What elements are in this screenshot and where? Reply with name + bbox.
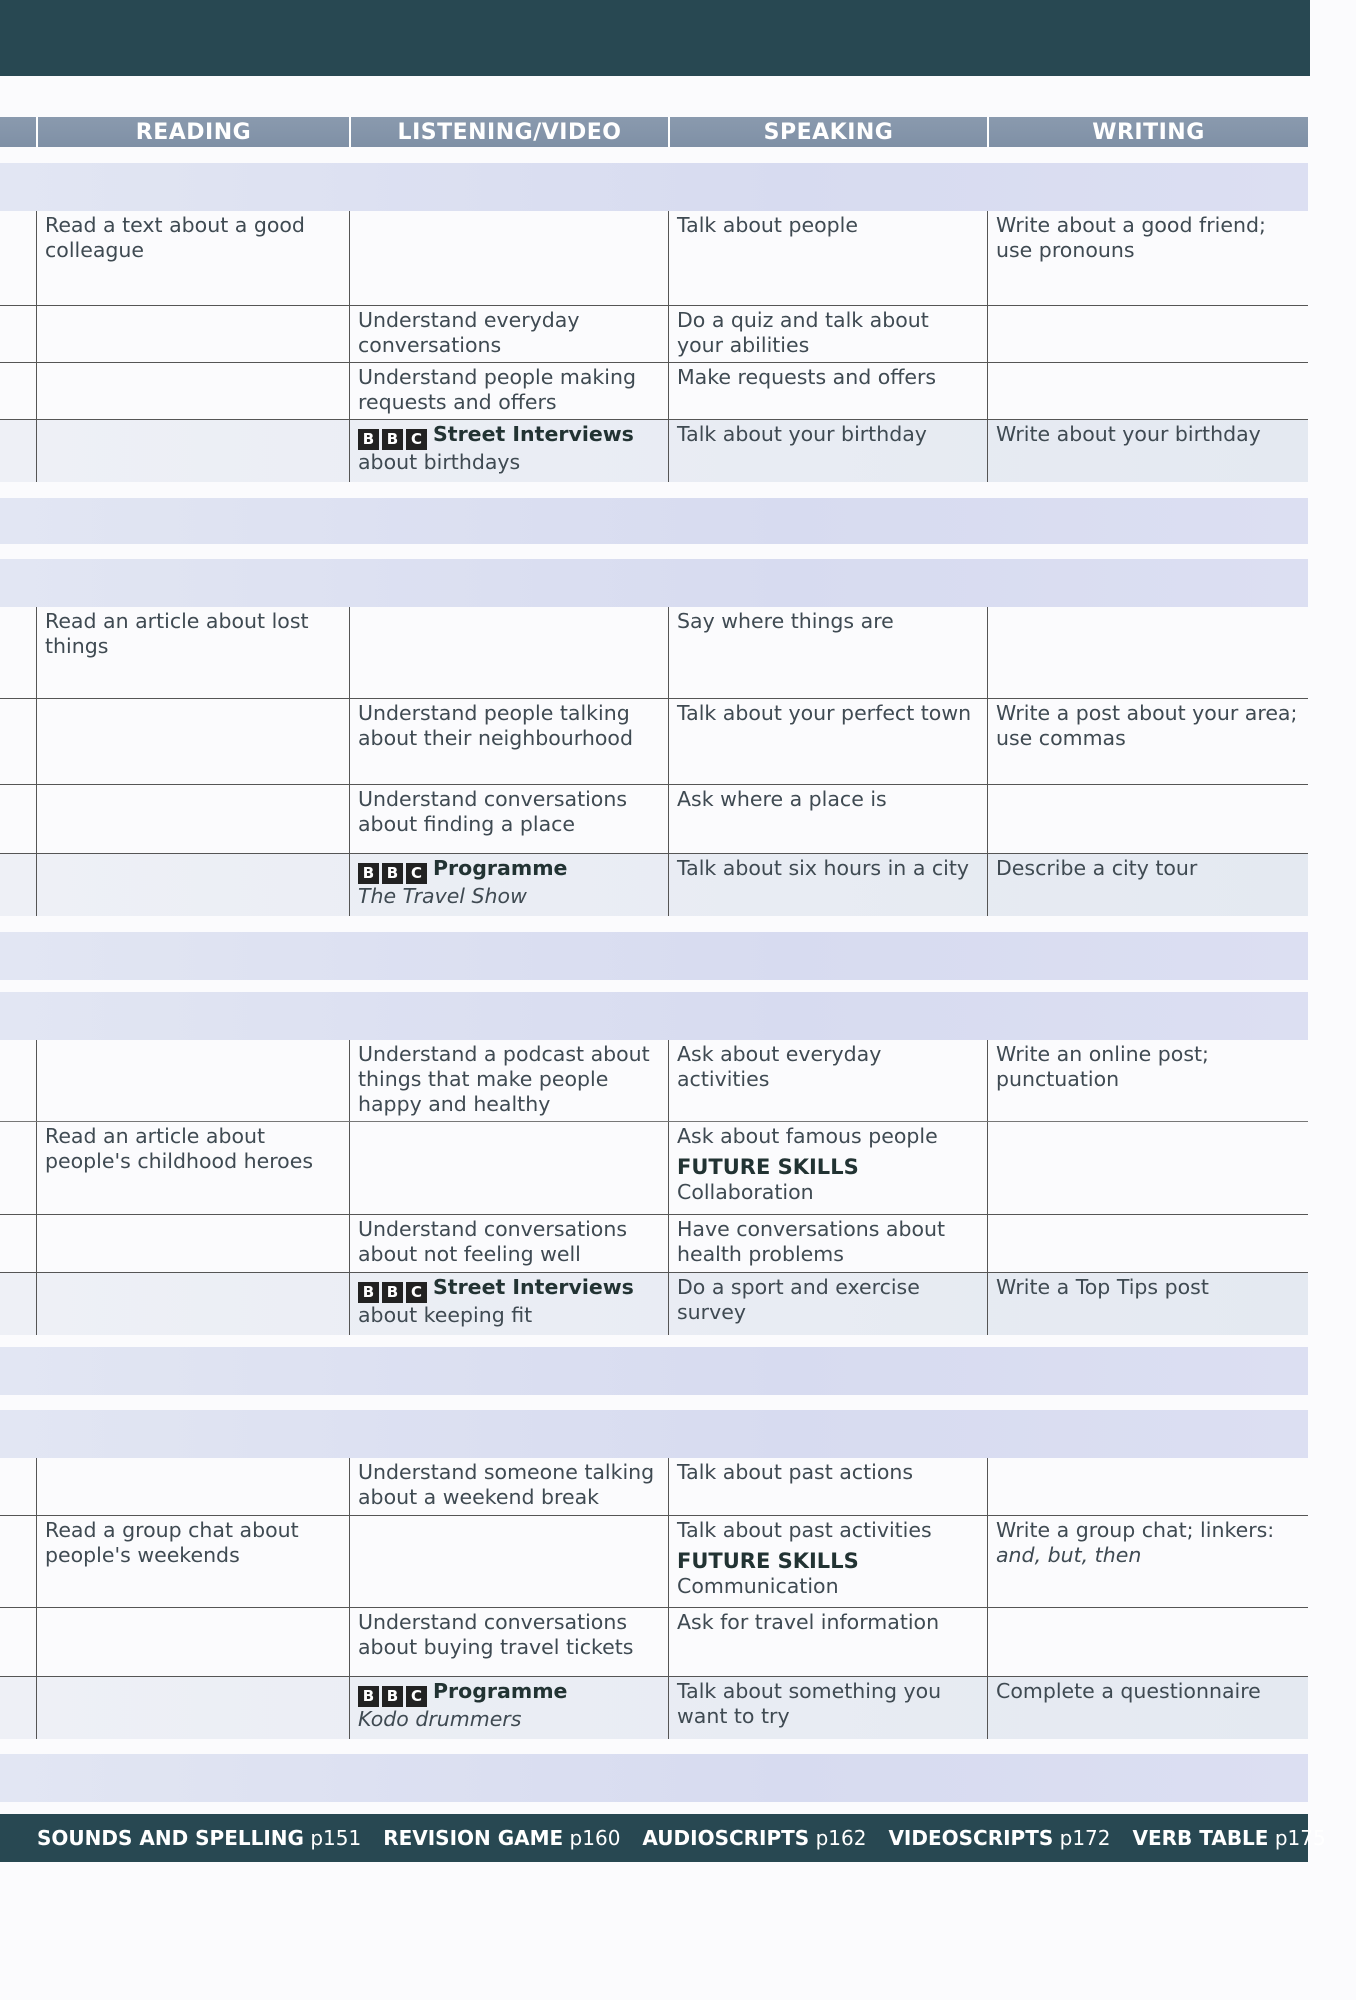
listening-cell: Understand everyday conversations [349, 306, 668, 362]
writing-cell: Write an online post; punctuation [987, 1040, 1308, 1121]
reading-cell [36, 1608, 349, 1676]
header-writing: WRITING [987, 117, 1308, 147]
unit-band [0, 163, 1308, 211]
reading-cell [36, 1677, 349, 1739]
writing-cell [987, 1608, 1308, 1676]
table-row [0, 1215, 1308, 1273]
listening-cell [349, 1273, 668, 1335]
table-row [0, 699, 1308, 785]
listening-cell [349, 854, 668, 916]
table-row [0, 607, 1308, 699]
speaking-cell: Ask about everyday activities [668, 1040, 987, 1121]
reading-cell: Read a text about a good colleague [36, 211, 349, 305]
bbc-video-type: Street Interviews [433, 422, 634, 446]
reading-cell [36, 363, 349, 419]
writing-cell: Write a post about your area; use commas [987, 699, 1308, 784]
listening-cell: Understand people making requests and offers [349, 363, 668, 419]
table-row [0, 211, 1308, 306]
table-row [0, 1040, 1308, 1122]
reading-cell [36, 699, 349, 784]
writing-cell [987, 785, 1308, 853]
footer-link-audioscripts[interactable]: AUDIOSCRIPTS p162 [642, 1826, 867, 1850]
listening-cell: Understand conversations about not feeling well [349, 1215, 668, 1272]
writing-cell: Write about your birthday [987, 420, 1308, 482]
unit-band [0, 992, 1308, 1040]
footer-bar [0, 1814, 1326, 1862]
top-banner [0, 0, 1310, 76]
speaking-cell: Ask about famous people FUTURE SKILLS Collaboration [668, 1122, 987, 1214]
writing-cell: Describe a city tour [987, 854, 1308, 916]
speaking-cell: Have conversations about health problems [668, 1215, 987, 1272]
bbc-logo: B B C [358, 863, 427, 884]
listening-cell: Understand someone talking about a weekend break [349, 1458, 668, 1515]
speaking-cell: Talk about six hours in a city [668, 854, 987, 916]
reading-cell [36, 420, 349, 482]
bbc-video-subtitle: Kodo drummers [358, 1707, 522, 1731]
listening-cell [349, 1122, 668, 1214]
speaking-cell: Do a quiz and talk about your abilities [668, 306, 987, 362]
writing-cell [987, 607, 1308, 698]
reading-cell: Read a group chat about people's weekends [36, 1516, 349, 1607]
unit-band [0, 932, 1308, 980]
speaking-cell: Talk about your birthday [668, 420, 987, 482]
unit-band [0, 559, 1308, 607]
bbc-video-type: Street Interviews [433, 1275, 634, 1299]
listening-cell: Understand conversations about buying travel tickets [349, 1608, 668, 1676]
header-spacer [0, 117, 36, 147]
table-row [0, 420, 1308, 482]
listening-cell: Understand a podcast about things that make people happy and healthy [349, 1040, 668, 1121]
table-row [0, 1516, 1308, 1608]
table-row [0, 1458, 1308, 1516]
reading-cell [36, 1273, 349, 1335]
bbc-video-subtitle: about birthdays [358, 450, 521, 474]
footer-link-revision-game[interactable]: REVISION GAME p160 [383, 1826, 621, 1850]
reading-cell: Read an article about lost things [36, 607, 349, 698]
footer-link-verb-table[interactable]: VERB TABLE p175 [1132, 1826, 1326, 1850]
reading-cell [36, 306, 349, 362]
listening-cell [349, 420, 668, 482]
listening-cell: Understand conversations about finding a place [349, 785, 668, 853]
table-row [0, 306, 1308, 363]
speaking-cell: Talk about people [668, 211, 987, 305]
listening-cell [349, 1677, 668, 1739]
table-row [0, 1122, 1308, 1215]
bbc-video-type: Programme [433, 1679, 568, 1703]
writing-cell: Write a Top Tips post [987, 1273, 1308, 1335]
bbc-video-subtitle: about keeping fit [358, 1303, 533, 1327]
future-skills-label: FUTURE SKILLS [677, 1549, 859, 1573]
table-row [0, 363, 1308, 420]
bbc-logo: B B C [358, 1282, 427, 1303]
reading-cell [36, 1215, 349, 1272]
listening-cell: Understand people talking about their neighbourhood [349, 699, 668, 784]
writing-cell [987, 1215, 1308, 1272]
table-row [0, 1273, 1308, 1335]
speaking-cell: Make requests and offers [668, 363, 987, 419]
table-row [0, 1677, 1308, 1739]
reading-cell [36, 1040, 349, 1121]
reading-cell: Read an article about people's childhood heroes [36, 1122, 349, 1214]
bbc-logo: B B C [358, 1686, 427, 1707]
writing-cell [987, 363, 1308, 419]
listening-cell [349, 211, 668, 305]
reading-cell [36, 854, 349, 916]
writing-cell [987, 1458, 1308, 1515]
speaking-cell: Talk about your perfect town [668, 699, 987, 784]
unit-band [0, 1754, 1308, 1802]
writing-cell: Write a group chat; linkers: and, but, then [987, 1516, 1308, 1607]
table-header [0, 117, 1308, 147]
listening-cell [349, 607, 668, 698]
bbc-video-subtitle: The Travel Show [358, 884, 527, 908]
listening-cell [349, 1516, 668, 1607]
writing-cell: Write about a good friend; use pronouns [987, 211, 1308, 305]
reading-cell [36, 785, 349, 853]
speaking-cell: Ask for travel information [668, 1608, 987, 1676]
speaking-cell: Do a sport and exercise survey [668, 1273, 987, 1335]
future-skills-value: Communication [677, 1574, 839, 1598]
bbc-logo: B B C [358, 429, 427, 450]
header-reading: READING [36, 117, 349, 147]
speaking-cell: Say where things are [668, 607, 987, 698]
speaking-cell: Talk about past actions [668, 1458, 987, 1515]
bbc-video-type: Programme [433, 856, 568, 880]
future-skills-value: Collaboration [677, 1180, 814, 1204]
unit-band [0, 1410, 1308, 1458]
writing-cell: Complete a questionnaire [987, 1677, 1308, 1739]
table-row [0, 854, 1308, 916]
table-row [0, 785, 1308, 854]
reading-cell [36, 1458, 349, 1515]
header-listening-video: LISTENING/VIDEO [349, 117, 668, 147]
table-row [0, 1608, 1308, 1677]
footer-link-sounds-and-spelling[interactable]: SOUNDS AND SPELLING p151 [37, 1826, 362, 1850]
unit-band [0, 498, 1308, 544]
footer-link-videoscripts[interactable]: VIDEOSCRIPTS p172 [888, 1826, 1111, 1850]
speaking-cell: Talk about something you want to try [668, 1677, 987, 1739]
unit-band [0, 1347, 1308, 1395]
speaking-cell: Talk about past activities FUTURE SKILLS Communication [668, 1516, 987, 1607]
header-speaking: SPEAKING [668, 117, 987, 147]
writing-cell [987, 1122, 1308, 1214]
speaking-cell: Ask where a place is [668, 785, 987, 853]
writing-cell [987, 306, 1308, 362]
future-skills-label: FUTURE SKILLS [677, 1155, 859, 1179]
